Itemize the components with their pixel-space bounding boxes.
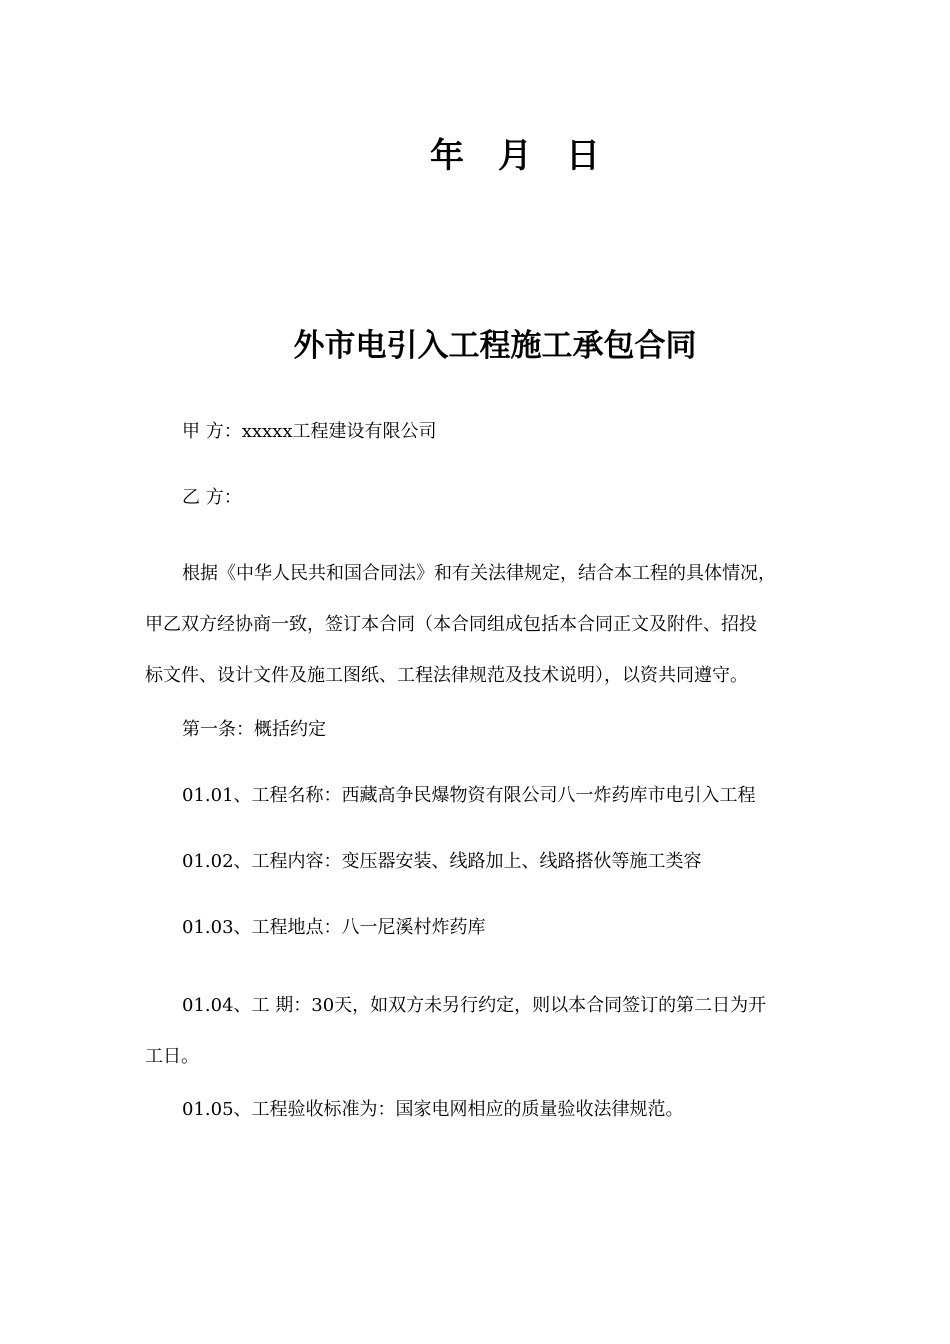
clause-01-01: 01.01、工程名称：西藏高争民爆物资有限公司八一炸药库市电引入工程 bbox=[182, 785, 756, 806]
clause-01-04 bbox=[145, 980, 815, 1082]
party-b-line: 乙 方： bbox=[182, 487, 242, 508]
clause-01-04-line: 01.04、工 期：30天，如双方未另行约定，则以本合同签订的第二日为开 bbox=[182, 995, 767, 1016]
intro-paragraph bbox=[145, 548, 815, 701]
party-a-line: 甲 方：xxxxx工程建设有限公司 bbox=[182, 421, 437, 442]
day-label: 日 bbox=[566, 136, 600, 176]
month-label: 月 bbox=[498, 136, 532, 176]
clause-01-04-line: 工日。 bbox=[145, 1046, 199, 1067]
intro-line: 标文件、设计文件及施工图纸、工程法律规范及技术说明），以资共同遵守。 bbox=[145, 665, 748, 686]
article-1-heading: 第一条：概括约定 bbox=[182, 719, 326, 740]
clause-01-02: 01.02、工程内容：变压器安装、线路加上、线路搭伙等施工类容 bbox=[182, 851, 702, 872]
year-label: 年 bbox=[430, 136, 464, 176]
clause-01-03: 01.03、工程地点：八一尼溪村炸药库 bbox=[182, 917, 486, 938]
clause-01-05: 01.05、工程验收标准为：国家电网相应的质量验收法律规范。 bbox=[182, 1099, 684, 1120]
date-line bbox=[0, 128, 950, 177]
contract-title: 外市电引入工程施工承包合同 bbox=[293, 328, 697, 364]
intro-line: 根据《中华人民共和国合同法》和有关法律规定，结合本工程的具体情况， bbox=[182, 563, 776, 584]
intro-line: 甲乙双方经协商一致，签订本合同（本合同组成包括本合同正文及附件、招投 bbox=[145, 614, 757, 635]
